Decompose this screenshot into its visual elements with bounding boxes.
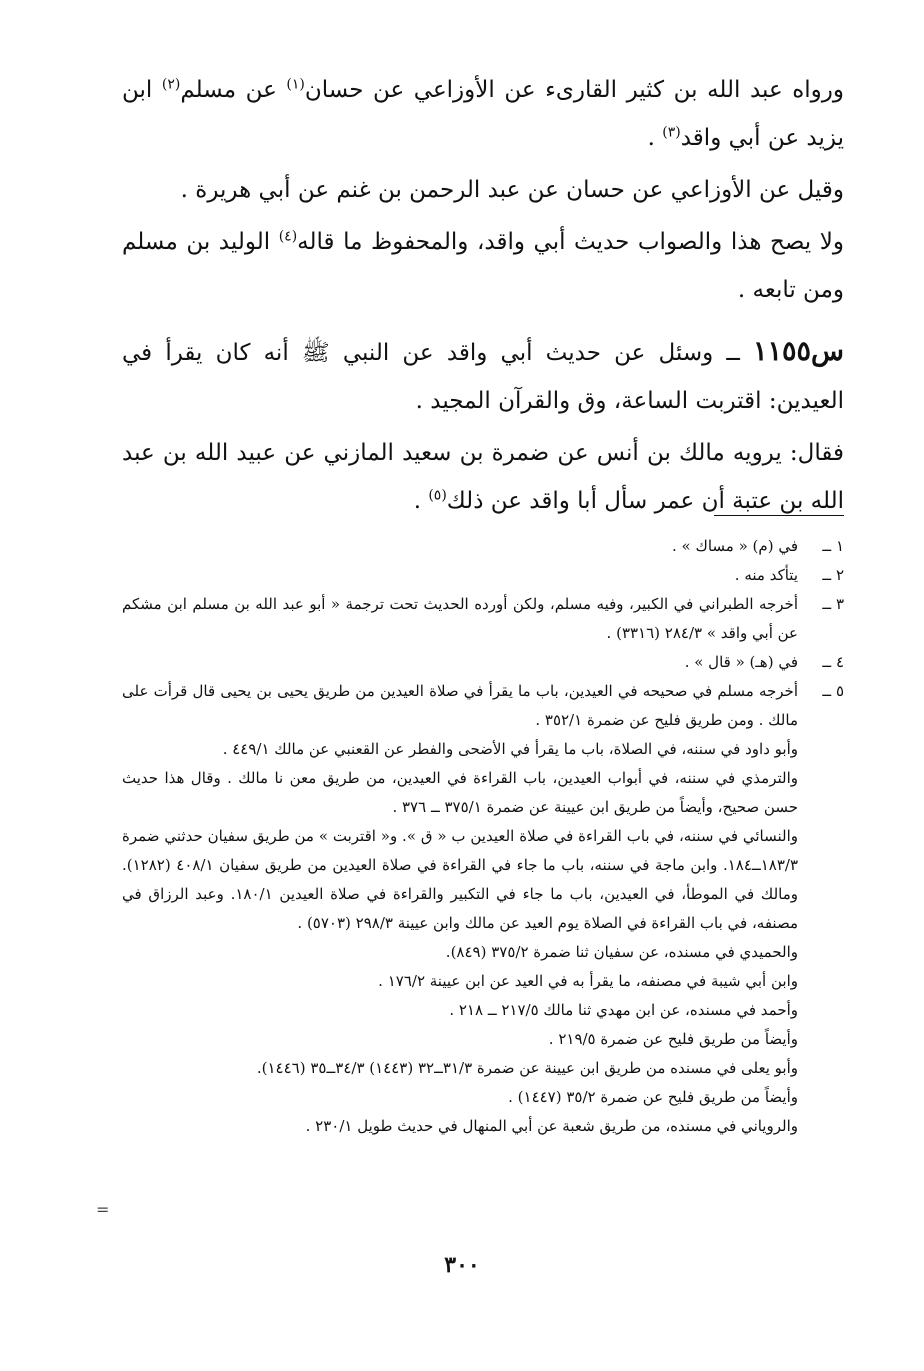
question-number: س١١٥٥: [753, 336, 844, 367]
paragraph-verdict: [122, 218, 844, 314]
footnote-divider: [714, 515, 844, 516]
footnote-text: في (م) « مساك » .: [672, 537, 798, 555]
footnote-ref-5[interactable]: (٥): [428, 487, 447, 504]
footnote-text: أخرجه مسلم في صحيحه في العيدين، باب ما يقرأ في صلاة العيدين من طريق يحيى بن يحيى قال قرأت على مالك . ومن طريق فليح عن ضمرة ٣٥٢/١ .: [122, 682, 798, 729]
footnote-text: يتأكد منه .: [734, 566, 798, 584]
footnote-2: [122, 561, 844, 590]
footnotes: [122, 532, 844, 1141]
footnote-4: [122, 648, 844, 677]
footnote-ref-4[interactable]: (٤): [278, 228, 298, 245]
main-text: [122, 66, 844, 529]
text-run: ورواه عبد الله بن كثير القارىء عن الأوزاعي عن حسان: [304, 77, 844, 103]
page-number: ٣٠٠: [444, 1252, 480, 1278]
footnote-text: في (هـ) « قال » .: [684, 653, 798, 671]
footnote-5-line: والحميدي في مسنده، عن سفيان ثنا ضمرة ٣٧٥/٢ (٨٤٩).: [445, 943, 798, 961]
text-run: ابن يزيد عن أبي واقد: [122, 77, 844, 151]
text-run: عن مسلم: [180, 77, 287, 103]
footnote-5-line: والروياني في مسنده، من طريق شعبة عن أبي المنهال في حديث طويل ٢٣٠/١ .: [305, 1117, 798, 1135]
footnote-5-line: وأبو داود في سننه، في الصلاة، باب ما يقرأ في الأضحى والفطر عن القعنبي عن مالك ٤٤٩/١ .: [222, 740, 798, 758]
question-text: ــ وسئل عن حديث أبي واقد عن النبي ﷺ أنه كان يقرأ في العيدين: اقتربت الساعة، وق والقرآن المجيد .: [122, 340, 844, 414]
footnote-5-line: وابن أبي شيبة في مصنفه، ما يقرأ به في العيد عن ابن عيينة ١٧٦/٢ .: [378, 972, 798, 990]
footnote-5-line: وأيضاً من طريق فليح عن ضمرة ٢١٩/٥ .: [548, 1030, 798, 1048]
text-run: ولا يصح هذا والصواب حديث أبي واقد، والمحفوظ ما قاله: [297, 229, 845, 255]
footnote-5-line: والنسائي في سننه، في باب القراءة في صلاة العيدين ب « ق ». و« اقتربت » من طريق سفيان حدثني ضمرة ١٨٣/٣ــ١٨٤. وابن ماجة في سننه، باب ما جاء في القراءة في صلاة العيدين من طريق سفيان ٤٠٨/١ (١٢٨٢). ومالك في الموطأ، في العيدين، باب ما جاء في التكبير والقراءة في صلاة العيدين ١٨٠/١. وعبد الرزاق في مصنفه، في باب القراءة في الصلاة يوم العيد عن مالك وابن عيينة ٢٩٨/٣ (٥٧٠٣) .: [122, 827, 798, 932]
text-run: فقال: يرويه مالك بن أنس عن ضمرة بن سعيد المازني عن عبيد الله بن عبد الله بن عتبة أن عمر سأل أبا واقد عن ذلك: [122, 440, 844, 514]
footnote-ref-2[interactable]: (٢): [161, 76, 181, 93]
footnote-3: [122, 590, 844, 648]
footnote-ref-3[interactable]: (٣): [662, 124, 681, 141]
footnote-1: [122, 532, 844, 561]
footnote-5: [122, 677, 844, 735]
text-run: الوليد بن مسلم ومن تابعه .: [122, 229, 844, 303]
footnote-text: أخرجه الطبراني في الكبير، وفيه مسلم، ولكن أورده الحديث تحت ترجمة « أبو عبد الله بن مسلم ابن مشكم عن أبي واقد » ٢٨٤/٣ (٣٣١٦) .: [122, 595, 798, 642]
footnote-5-line: وأيضاً من طريق فليح عن ضمرة ٣٥/٢ (١٤٤٧) .: [508, 1088, 798, 1106]
paragraph-alternate-narration: وقيل عن الأوزاعي عن حسان عن عبد الرحمن بن غنم عن أبي هريرة .: [180, 177, 844, 203]
paragraph-answer: [122, 429, 844, 525]
text-run: .: [413, 488, 429, 514]
margin-mark: =: [96, 1200, 110, 1219]
text-run: .: [647, 125, 663, 151]
footnote-5-line: وأحمد في مسنده، عن ابن مهدي ثنا مالك ٢١٧/٥ ــ ٢١٨ .: [449, 1001, 798, 1019]
footnote-number: ١ ــ: [822, 537, 844, 555]
footnote-number: ٤ ــ: [822, 653, 844, 671]
footnote-5-line: والترمذي في سننه، في أبواب العيدين، باب القراءة في العيدين، من طريق معن نا مالك . وقال هذا حديث حسن صحيح، وأيضاً من طريق ابن عيينة عن ضمرة ٣٧٥/١ ــ ٣٧٦ .: [122, 769, 798, 816]
paragraph-question: [122, 328, 844, 425]
footnote-5-line: وأبو يعلى في مسنده من طريق ابن عيينة عن ضمرة ٣١/٣ــ٣٢ (١٤٤٣) ٣٤/٣ــ٣٥ (١٤٤٦).: [256, 1059, 798, 1077]
footnote-number: ٥ ــ: [822, 682, 844, 700]
footnote-number: ٢ ــ: [822, 566, 844, 584]
footnote-ref-1[interactable]: (١): [286, 76, 305, 93]
paragraph-narration: [122, 66, 844, 162]
footnote-number: ٣ ــ: [822, 595, 844, 613]
